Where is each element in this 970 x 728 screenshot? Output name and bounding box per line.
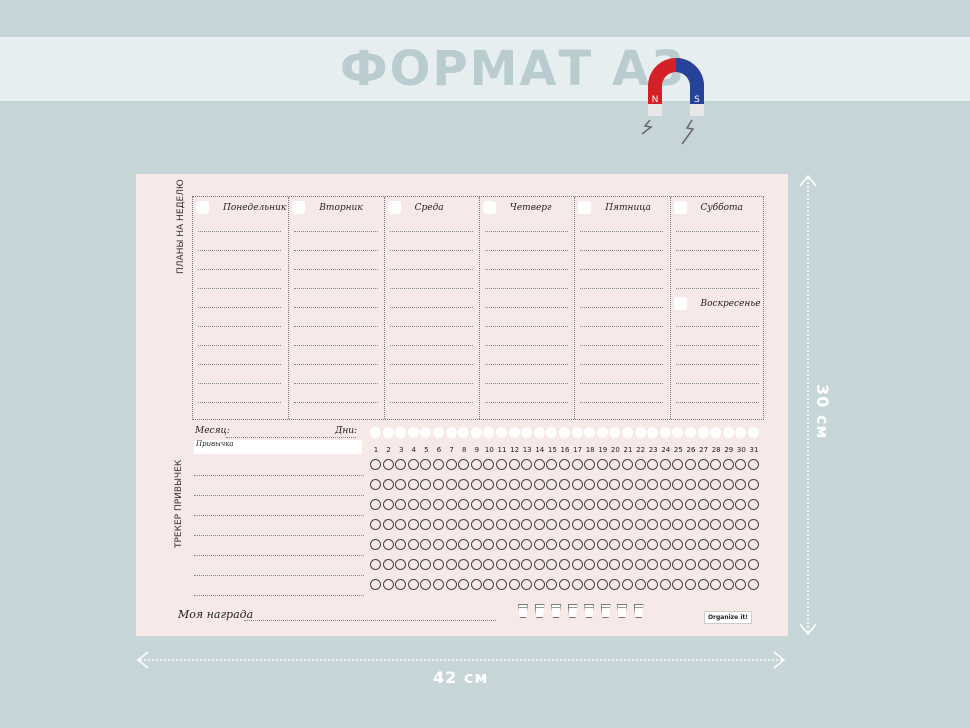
day-number: 7: [449, 446, 454, 454]
day-number: 18: [585, 446, 595, 454]
day-number: 9: [474, 446, 480, 454]
day-number: 24: [661, 446, 671, 454]
habit-tracker-label: ТРЕКЕР ПРИВЫЧЕК: [174, 459, 184, 548]
day-number: 2: [386, 446, 391, 454]
day-heading: Среда: [414, 203, 444, 213]
day-number: 4: [411, 446, 417, 454]
height-dimension-label: 30 см: [813, 384, 832, 440]
day-number: 22: [636, 446, 646, 454]
day-number: 12: [510, 446, 520, 454]
day-heading: Четверг: [509, 203, 552, 213]
day-heading: Суббота: [700, 203, 743, 213]
day-number: 25: [673, 446, 683, 454]
month-label: Месяц:: [195, 426, 230, 436]
magnet-s-letter: S: [694, 95, 700, 105]
day-number: 1: [373, 446, 379, 454]
day-number: 3: [398, 446, 404, 454]
habit-label: Привычка: [196, 440, 234, 448]
day-number: 27: [699, 446, 709, 454]
day-number: 8: [461, 446, 467, 454]
day-number: 11: [497, 446, 507, 454]
day-number: 15: [547, 446, 557, 454]
day-number: 5: [424, 446, 429, 454]
day-number: 20: [610, 446, 620, 454]
day-number: 23: [648, 446, 658, 454]
day-heading: Понедельник: [223, 203, 287, 213]
day-number: 29: [724, 446, 734, 454]
sunday-heading: Воскресенье: [700, 299, 761, 309]
brand-badge: Organize it!: [704, 611, 752, 624]
reward-label: Моя награда: [178, 608, 254, 621]
day-number: 6: [436, 446, 442, 454]
day-number: 21: [623, 446, 633, 454]
width-dimension-label: 42 см: [433, 668, 489, 687]
day-number: 16: [560, 446, 570, 454]
format-title: ФОРМАТ А3: [340, 41, 687, 97]
day-number: 30: [736, 446, 746, 454]
day-number: 14: [535, 446, 545, 454]
magnet-n-letter: N: [651, 95, 659, 105]
day-number: 26: [686, 446, 696, 454]
day-number: 28: [711, 446, 721, 454]
day-number: 10: [484, 446, 494, 454]
days-label: Дни:: [335, 426, 358, 436]
day-heading: Вторник: [319, 203, 363, 213]
week-plans-label: ПЛАНЫ НА НЕДЕЛЮ: [176, 179, 186, 274]
day-number: 17: [573, 446, 583, 454]
day-number: 31: [749, 446, 759, 454]
day-number: 13: [522, 446, 532, 454]
day-heading: Пятница: [605, 203, 651, 213]
day-number: 19: [598, 446, 608, 454]
